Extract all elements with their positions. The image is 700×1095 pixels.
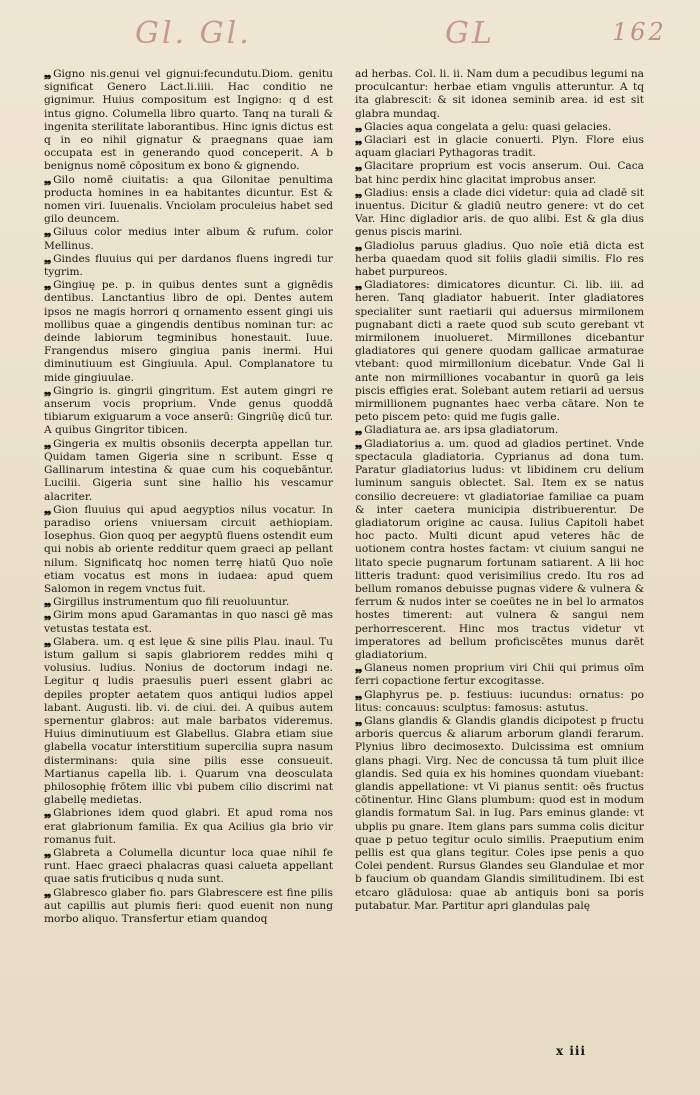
- entry-text: Girim mons apud Garamantas in quo nasci gē mas vetustas testata est.: [44, 609, 333, 635]
- pilcrow-mark: ❠: [44, 609, 52, 622]
- dictionary-entry: [355, 662, 644, 688]
- dictionary-entry: [44, 887, 333, 927]
- entry-text: Glacitare proprium est vocis anserum. Oui. Caca bat hinc perdix hinc glacitat improbus anser.: [355, 160, 644, 186]
- dictionary-entry: [44, 174, 333, 227]
- pilcrow-mark: ❠: [355, 239, 363, 252]
- dictionary-entry: [44, 279, 333, 385]
- pilcrow-mark: ❠: [44, 68, 52, 80]
- pilcrow-mark: ❠: [44, 807, 52, 820]
- dictionary-entry: [44, 807, 333, 847]
- dictionary-entry: [355, 68, 644, 121]
- entry-text: Gladiatura ae. ars ipsa gladiatorum.: [364, 424, 559, 437]
- dictionary-entry: [355, 424, 644, 437]
- entry-text: Gladius: ensis a clade dici videtur: quia ad cladē sit inuentus. Dicitur & gladiū neutro genere: vt do cet Var. Hinc digladior aris. de quo alibi. Est & gla dius genus piscis marini.: [355, 186, 644, 239]
- entry-text: Girgillus instrumentum quo fili reuoluuntur.: [53, 596, 290, 609]
- entry-text: Gladiatorius a. um. quod ad gladios pertinet. Vnde spectacula gladiatoria. Cyprianus ad dona tum. Paratur gladiatorius ludus: vt libidinem cru delium luminum sanguis oblectet. Sal. Item ex se natus consilio decreuere: vt gladiatoriae familiae ca puam & inter caetera municipia distribuerentur. De gladiatorum origine ac causa. Iulius Capitoli habet hoc pacto. Multi dicunt apud veteres hāc de uotionem contra hostes factam: vt ciuium sangui ne litato specie pugnarum fortunam satiarent. A lii hoc litteris tradunt: quod verisimilius credo. Itu ros ad bellum romanos debuisse pugnas videre & vulnera & ferrum & nudos inter se coeūtes ne in bel lo armatos hostes timerent: aut vulnera & sangui nem perhorrescerent. Hinc mos tractus videtur vt imperatores ad bellum proficiscētes munus darēt gladiatorium.: [355, 437, 644, 661]
- dictionary-entry: [44, 385, 333, 438]
- entry-text: Gladiolus paruus gladius. Quo noīe etiā dicta est herba quaedam quod sit foliis gladii similis. Flo res habet purpureos.: [355, 239, 644, 279]
- entry-text: Giluus color medius inter album & rufum. color Mellinus.: [44, 226, 333, 252]
- dictionary-entry: [355, 134, 644, 160]
- entry-text: ad herbas. Col. li. ii. Nam dum a pecudibus legumi na proculcantur: herbae etiam vngulis atteruntur. A tq ita glabrescit: & sit idonea seminib area. id est sit glabra mundaq.: [355, 68, 644, 120]
- signature-mark: x iii: [556, 1044, 587, 1058]
- handwritten-folio-number: 162: [612, 18, 667, 46]
- entry-text: Gingrio is. gingrii gingritum. Est autem gingri re anserum vocis proprium. Vnde genus quoddā tibiarum exiguarum a voce anserū: Gingriūę dicū tur. A quibus Gingritor tibicen.: [44, 384, 333, 437]
- entry-text: Glaneus nomen proprium viri Chii qui primus oīm ferri copactione fertur excogitasse.: [355, 662, 644, 688]
- handwritten-note-left: Gl. Gl.: [135, 16, 252, 51]
- pilcrow-mark: ❠: [44, 226, 52, 239]
- dictionary-entry: [44, 504, 333, 596]
- right-column: [355, 68, 644, 1068]
- dictionary-entry: [355, 438, 644, 662]
- dictionary-entry: [355, 187, 644, 240]
- pilcrow-mark: ❠: [355, 134, 363, 147]
- dictionary-entry: [44, 226, 333, 252]
- pilcrow-mark: ❠: [355, 437, 363, 450]
- pilcrow-mark: ❠: [355, 424, 363, 437]
- dictionary-entry: [355, 240, 644, 280]
- entry-text: Gladiatores: dimicatores dicuntur. Ci. lib. iii. ad heren. Tanq gladiator habuerit. Inter gladiatores specialiter sunt raetiarii qui aduersus mirmilonem pugnabant dicti a raete quod sub scuto gerebant vt mirmilonem inuolueret. Mirmillones dicebantur gladiatores qui genere quodam gallicae armaturae vtebant: quod mirmillonium dicebatur. Vnde Gal li ante non mirmilliones vocabantur in quorū ga leis piscis effigies erat. Solebant autem retiarii ad uersus mirmillionem pugnantes haec verba cātare. Non te peto piscem peto: quid me fugis galle.: [355, 279, 644, 424]
- dictionary-entry: [355, 715, 644, 913]
- pilcrow-mark: ❠: [44, 596, 52, 609]
- entry-text: Glabriones idem quod glabri. Et apud roma nos erat glabrionum familia. Ex qua Acilius gla brio vir romanus fuit.: [44, 807, 333, 846]
- pilcrow-mark: ❠: [355, 279, 363, 292]
- entry-text: Glabreta a Columella dicuntur loca quae nihil fe runt. Haec graeci phalacras quasi calueta appellant quae satis fruticibus q nuda sunt.: [44, 846, 333, 886]
- dictionary-entry: [355, 279, 644, 424]
- dictionary-entry: [44, 636, 333, 808]
- pilcrow-mark: ❠: [355, 714, 363, 727]
- left-column: [44, 68, 333, 1068]
- entry-text: Glaphyrus pe. p. festiuus: iucundus: ornatus: po litus: concauus: sculptus: famosus: astutus.: [355, 688, 644, 714]
- dictionary-entry: [355, 121, 644, 134]
- handwritten-note-mid: GL: [445, 16, 495, 51]
- text-columns: [44, 68, 644, 1068]
- pilcrow-mark: ❠: [44, 846, 52, 859]
- pilcrow-mark: ❠: [44, 252, 52, 265]
- pilcrow-mark: ❠: [44, 886, 52, 899]
- entry-text: Gion fluuius qui apud aegyptios nilus vocatur. In paradiso oriens vniuersam circuit aethiopiam. Iosephus. Gion quoq per aegyptū fluens ostendit eum qui nobis ab oriente redditur quem graeci ap pellant nilum. Significatq hoc nomen terrę hiatū Quo noīe etiam vocatus est mons in iudaea: apud quem Salomon in regem vnctus fuit.: [44, 503, 333, 595]
- entry-text: Glans glandis & Glandis glandis dicipotest p fructu arboris quercus & aliarum arborum glandi ferarum. Plynius libro decimosexto. Dulcissima est omnium glans phagi. Virg. Nec de concussa tā tum pluit ilice glandis. Sed quia ex his homines quondam viuebant: glandis appellatione: vt Vi pianus sentit: oēs fructus cōtinentur. Hinc Glans plumbum: quod est in modum glandis formatum Sal. in Iug. Pars eminus glande: vt ubplis pu gnare. Item glans pars summa colis dicitur quae p petuo tegitur oculo similis. Praeputium enim pellis est qua glans tegitur. Coles ipse penis a quo Colei pendent. Rursus Glandes seu Glandulae et mor b faucium ob quandam Glandis similitudinem. Ibi est etcaro glādulosa: quae ab antiquis boni sa poris putabatur. Mar. Partitur apri glandulas palę: [355, 714, 644, 912]
- dictionary-entry: [44, 438, 333, 504]
- pilcrow-mark: ❠: [355, 688, 363, 701]
- entry-text: Glacies aqua congelata a gelu: quasi gelacies.: [364, 120, 612, 133]
- entry-text: Glabresco glaber fio. pars Glabrescere est fine pilis aut capillis aut plumis fieri: quod euenit non nung morbo aliquo. Transfertur etiam quandoq: [44, 886, 333, 925]
- dictionary-entry: [355, 160, 644, 186]
- dictionary-entry: [44, 847, 333, 887]
- pilcrow-mark: ❠: [44, 173, 52, 186]
- entry-text: Gingeria ex multis obsoniis decerpta appellan tur. Quidam tamen Gigeria sine n scribunt. Esse q Gallinarum intestina & quae cum his coquebāntur. Lucilii. Gigeria sunt sine hallio his vescamur alacriter.: [44, 437, 333, 503]
- dictionary-entry: [44, 596, 333, 609]
- dictionary-entry: [44, 253, 333, 279]
- dictionary-entry: [355, 689, 644, 715]
- pilcrow-mark: ❠: [44, 503, 52, 516]
- pilcrow-mark: ❠: [355, 186, 363, 199]
- entry-text: Gindes fluuius qui per dardanos fluens ingredi tur tygrim.: [44, 252, 333, 279]
- entry-text: Glabera. um. q est lęue & sine pilis Plau. inaul. Tu istum gallum si sapis glabriorem reddes mihi q volusius. ludius. Nonius de doctorum indagi ne. Legitur q ludis praesulis pueri essent glabri ac depiles propter aetatem quos antiqui ludios appel labant. Augusti. lib. vi. de ciui. dei. A quibus autem spernentur glabros: aut male barbatos videremus. Huius diminutiuum est Glabellus. Glabra etiam siue glabella vocatur interstitium supercilia supra nasum disterminans: quia sine pilis esse consueuit. Martianus capella lib. i. Quarum vna deosculata philosophię frōtem illic vbi pubem cilio discrimi nat glabellę medietas.: [44, 635, 333, 807]
- pilcrow-mark: ❠: [44, 384, 52, 397]
- pilcrow-mark: ❠: [355, 160, 363, 173]
- entry-text: Gilo nomē ciuitatis: a qua Gilonitae penultima producta homines in ea habitantes dicuntur. Est & nomen viri. Iuuenalis. Vnciolam proculeius habet sed gilo deuncem.: [44, 173, 333, 226]
- pilcrow-mark: ❠: [44, 437, 52, 450]
- pilcrow-mark: ❠: [355, 662, 363, 675]
- pilcrow-mark: ❠: [44, 279, 52, 292]
- dictionary-entry: [44, 609, 333, 635]
- entry-text: Gigno nis.genui vel gignui:fecundutu.Diom. genitu significat Genero Lact.li.iiii. Hac conditio ne gignimur. Huius compositum est Ingigno: q d est intus gigno. Columella libro quarto. Tanq na turali & ingenita sterilitate laborantibus. Hinc ignis dictus est q in eo nihil gignatur & praegnans quae iam occupata est in generando quod conceperit. A b benignus nomē cōpositum ex bono & gignendo.: [44, 68, 333, 173]
- entry-text: Glaciari est in glacie conuerti. Plyn. Flore eius aquam glaciari Pythagoras tradit.: [355, 134, 644, 160]
- pilcrow-mark: ❠: [355, 120, 363, 133]
- entry-text: Gingiuę pe. p. in quibus dentes sunt a gignēdis dentibus. Lanctantius libro de opi. Dentes autem ipsos ne magis horrori q ornamento essent gingi uis mollibus quae a gingendis dentibus nominan tur: ac deinde labiorum tegminibus honestauit. Iuue. Frangendus misero gingiua panis inermi. Hui diminutiuum est Gingiuula. Apul. Complanatore tu mide gingiuulae.: [44, 279, 333, 384]
- pilcrow-mark: ❠: [44, 635, 52, 648]
- dictionary-entry: [44, 68, 333, 174]
